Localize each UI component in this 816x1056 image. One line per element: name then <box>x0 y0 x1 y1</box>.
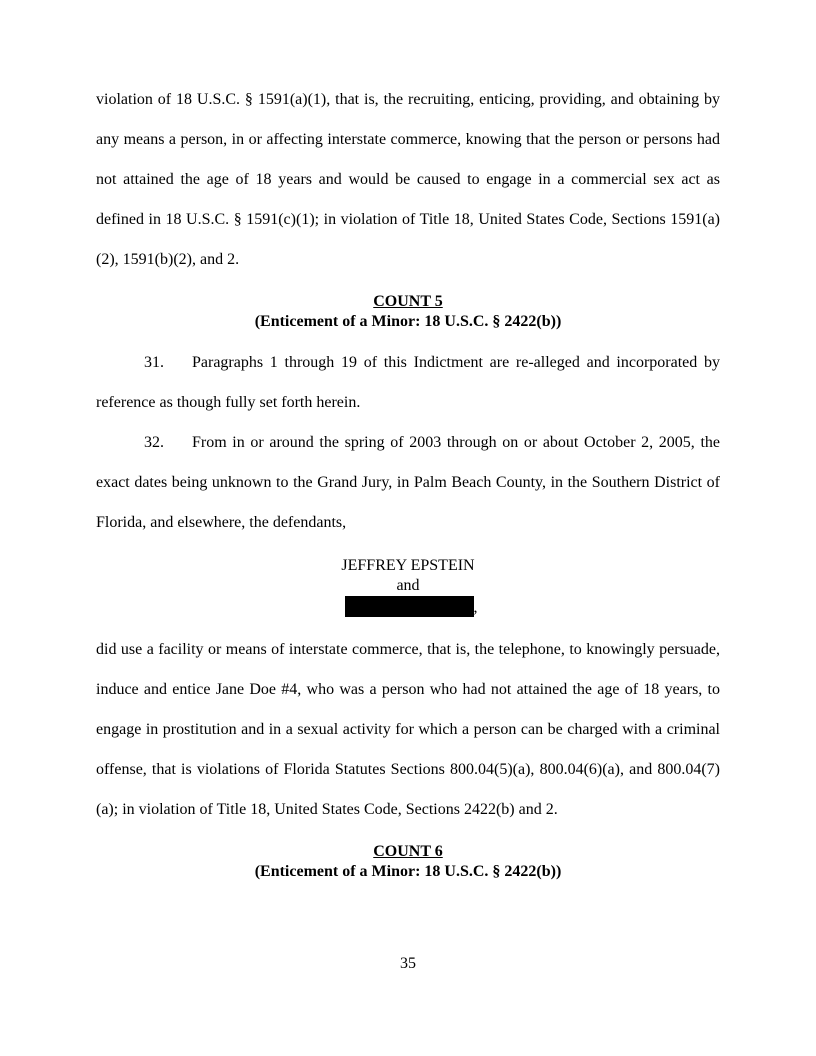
paragraph-32-number: 32. <box>144 434 164 451</box>
paragraph-31 <box>96 343 720 423</box>
count-5-heading <box>96 292 720 332</box>
count-6-subtitle: (Enticement of a Minor: 18 U.S.C. § 2422(b)) <box>254 863 562 880</box>
paragraph-32-text: From in or around the spring of 2003 through on or about October 2, 2005, the exact dates being unknown to the Grand Jury, in Palm Beach County, in the Southern District of Florida, and elsewhere, the defendants, <box>96 434 720 531</box>
defendants-block <box>96 556 720 618</box>
paragraph-31-number: 31. <box>144 354 164 371</box>
count-6-heading <box>96 842 720 882</box>
page-number: 35 <box>400 955 416 972</box>
redaction-bar <box>345 596 474 617</box>
redacted-defendant-line <box>96 596 720 618</box>
redacted-trailing-comma: , <box>473 599 478 616</box>
defendants-conjunction: and <box>396 577 420 594</box>
count-6-title: COUNT 6 <box>373 843 443 860</box>
paragraph-32-continuation: did use a facility or means of interstate commerce, that is, the telephone, to knowingly persuade, induce and entice Jane Doe #4, who was a person who had not attained the age of 18 years, to engage in prostitution and in a sexual activity for which a person can be charged with a criminal offense, that is violations of Florida Statutes Sections 800.04(5)(a), 800.04(6)(a), and 800.04(7)(a); in violation of Title 18, United States Code, Sections 2422(b) and 2. <box>96 641 720 818</box>
defendant-name: JEFFREY EPSTEIN <box>341 557 475 574</box>
count-5-subtitle: (Enticement of a Minor: 18 U.S.C. § 2422(b)) <box>254 313 562 330</box>
paragraph-30-continuation: violation of 18 U.S.C. § 1591(a)(1), that is, the recruiting, enticing, providing, and obtaining by any means a person, in or affecting interstate commerce, knowing that the person or persons had not attained the age of 18 years and would be caused to engage in a commercial sex act as defined in 18 U.S.C. § 1591(c)(1); in violation of Title 18, United States Code, Sections 1591(a)(2), 1591(b)(2), and 2. <box>96 91 720 268</box>
count-5-title: COUNT 5 <box>373 293 443 310</box>
paragraph-32 <box>96 423 720 543</box>
document-page <box>96 90 720 882</box>
paragraph-31-text: Paragraphs 1 through 19 of this Indictment are re-alleged and incorporated by reference as though fully set forth herein. <box>96 354 720 411</box>
